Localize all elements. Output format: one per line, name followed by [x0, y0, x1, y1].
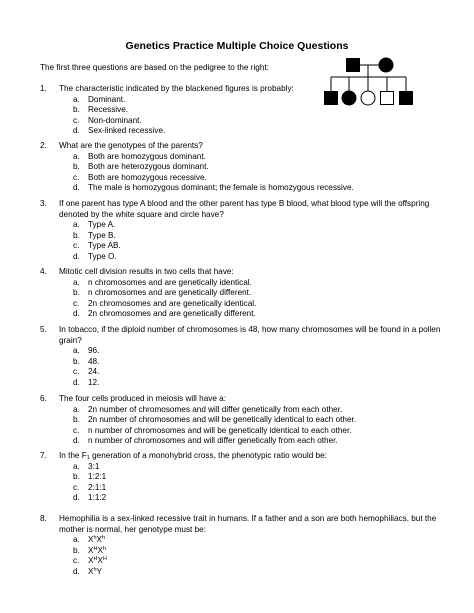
option-text: 3:1	[88, 461, 100, 471]
option-letter: d.	[73, 493, 80, 503]
question-number: 3.	[40, 199, 47, 208]
question-2	[40, 141, 460, 194]
option-text: 2n number of chromosomes and will differ genetically from each other.	[88, 404, 343, 414]
question-8	[40, 514, 460, 578]
genotype-base: X	[96, 535, 102, 545]
option-letter: a.	[73, 220, 80, 230]
question-4	[40, 267, 460, 320]
question-stem: Mitotic cell division results in two cells that have:	[59, 267, 234, 276]
genotype-base: X	[88, 566, 94, 576]
option-letter: b.	[73, 545, 80, 555]
option-a	[73, 95, 460, 106]
option-letter: a.	[73, 535, 80, 545]
option-c	[73, 556, 460, 567]
option-b	[73, 162, 460, 173]
option-text: n number of chromosomes and will differ genetically from each other.	[88, 436, 338, 446]
option-text: 12.	[88, 377, 100, 387]
option-letter: b.	[73, 105, 80, 115]
option-a	[73, 220, 460, 231]
option-text: 2n chromosomes and are genetically different.	[88, 309, 256, 319]
option-text: n chromosomes and are genetically identical.	[88, 277, 252, 287]
question-number: 7.	[40, 451, 47, 460]
option-b	[73, 546, 460, 557]
option-letter: c.	[73, 556, 80, 566]
option-letter: c.	[73, 115, 80, 125]
option-letter: d.	[73, 309, 80, 319]
question-number: 8.	[40, 514, 47, 523]
question-number: 5.	[40, 325, 47, 334]
option-text: Both are homozygous dominant.	[88, 151, 206, 161]
stem-subscript: 1	[86, 455, 90, 461]
option-d	[73, 436, 460, 447]
option-c	[73, 241, 460, 252]
option-text: Type AB.	[88, 241, 121, 251]
option-b	[73, 415, 460, 426]
option-letter: a.	[73, 461, 80, 471]
option-letter: c.	[73, 367, 80, 377]
question-stem	[59, 451, 459, 462]
option-d	[73, 309, 460, 320]
option-letter: c.	[73, 425, 80, 435]
option-b	[73, 288, 460, 299]
option-letter: a.	[73, 94, 80, 104]
option-b	[73, 357, 460, 368]
option-a	[73, 462, 460, 473]
option-letter: b.	[73, 288, 80, 298]
question-stem: If one parent has type A blood and the other parent has type B blood, what blood type will the offspring denoted by the white square and circle have?	[59, 199, 430, 219]
option-a	[73, 152, 460, 163]
option-text: Type A.	[88, 220, 116, 230]
option-letter: a.	[73, 277, 80, 287]
option-b	[73, 231, 460, 242]
question-stem: The characteristic indicated by the blackened figures is probably:	[59, 84, 294, 93]
option-letter: d.	[73, 377, 80, 387]
option-a	[73, 346, 460, 357]
option-letter: a.	[73, 404, 80, 414]
father-affected-square	[346, 58, 360, 72]
allele-superscript: H	[93, 556, 98, 563]
question-stem: Hemophilia is a sex-linked recessive trait in humans. If a father and a son are both hemophiliacs, but the mother is normal, her genotype must be:	[59, 514, 437, 534]
option-d	[73, 378, 460, 389]
option-letter: b.	[73, 472, 80, 482]
option-a	[73, 535, 460, 546]
option-text: n number of chromosomes and will be genetically identical to each other.	[88, 425, 352, 435]
question-3	[40, 199, 460, 263]
option-text: n chromosomes and are genetically different.	[88, 288, 252, 298]
option-text: Dominant.	[88, 94, 126, 104]
option-c	[73, 173, 460, 184]
question-1	[40, 84, 460, 137]
option-letter: b.	[73, 230, 80, 240]
genotype-base: X	[97, 556, 103, 566]
option-b	[73, 472, 460, 483]
option-c	[73, 426, 460, 437]
option-text: 2n number of chromosomes and will be genetically identical to each other.	[88, 415, 357, 425]
option-letter: d.	[73, 126, 80, 136]
question-5	[40, 325, 460, 389]
option-text: 1:2:1	[88, 472, 107, 482]
question-stem: What are the genotypes of the parents?	[59, 141, 203, 150]
genotype-base: X	[88, 556, 94, 566]
question-6	[40, 394, 460, 447]
option-a	[73, 405, 460, 416]
option-c	[73, 367, 460, 378]
allele-superscript: h	[102, 535, 106, 542]
allele-superscript: h	[93, 535, 97, 542]
option-text: 96.	[88, 346, 100, 356]
option-d	[73, 567, 460, 578]
option-d	[73, 493, 460, 504]
question-7	[40, 451, 460, 504]
option-letter: d.	[73, 183, 80, 193]
question-stem: The four cells produced in meiosis will have a:	[59, 394, 227, 403]
option-text: Both are heterozygous dominant.	[88, 162, 209, 172]
option-text: 48.	[88, 356, 100, 366]
option-d	[73, 252, 460, 263]
option-letter: c.	[73, 482, 80, 492]
option-text: 2n chromosomes and are genetically identical.	[88, 298, 257, 308]
option-text: Type B.	[88, 230, 116, 240]
option-text: 2:1:1	[88, 482, 107, 492]
option-letter: d.	[73, 566, 80, 576]
genotype-base: X	[88, 545, 94, 555]
option-d	[73, 183, 460, 194]
option-letter: a.	[73, 346, 80, 356]
stem-text: In the F	[59, 451, 87, 460]
question-stem: In tobacco, if the diploid number of chromosomes is 48, how many chromosomes will be found in a pollen grain?	[59, 325, 441, 345]
option-letter: c.	[73, 298, 80, 308]
option-d	[73, 126, 460, 137]
option-text: 24.	[88, 367, 100, 377]
allele-superscript: h	[93, 566, 97, 573]
option-text: Both are homozygous recessive.	[88, 172, 207, 182]
question-number: 4.	[40, 267, 47, 276]
option-text: Non-dominant.	[88, 115, 142, 125]
intro-text: The first three questions are based on the pedigree to the right:	[40, 63, 269, 72]
option-text: The male is homozygous dominant; the female is homozygous recessive.	[88, 183, 354, 193]
option-letter: c.	[73, 241, 80, 251]
allele-superscript: h	[102, 545, 106, 552]
option-c	[73, 299, 460, 310]
genotype-base: X	[97, 545, 103, 555]
allele-superscript: H	[93, 545, 98, 552]
option-text: 1:1:2	[88, 493, 107, 503]
option-letter: d.	[73, 436, 80, 446]
option-c	[73, 116, 460, 127]
genotype-base: Y	[96, 566, 102, 576]
option-b	[73, 105, 460, 116]
option-letter: b.	[73, 162, 80, 172]
mother-affected-circle	[379, 58, 394, 73]
allele-superscript: H	[102, 556, 107, 563]
option-letter: b.	[73, 415, 80, 425]
option-text: Sex-linked recessive.	[88, 126, 166, 136]
option-text: Recessive.	[88, 105, 129, 115]
genotype-base: X	[88, 535, 94, 545]
question-number: 6.	[40, 394, 47, 403]
question-number: 1.	[40, 84, 47, 93]
option-text: Type O.	[88, 251, 117, 261]
question-number: 2.	[40, 141, 47, 150]
option-letter: c.	[73, 172, 80, 182]
stem-text: generation of a monohybrid cross, the phenotypic ratio would be:	[89, 451, 327, 460]
option-letter: d.	[73, 251, 80, 261]
option-letter: b.	[73, 356, 80, 366]
option-c	[73, 483, 460, 494]
option-a	[73, 278, 460, 289]
page-title: Genetics Practice Multiple Choice Questions	[125, 40, 349, 52]
option-letter: a.	[73, 151, 80, 161]
